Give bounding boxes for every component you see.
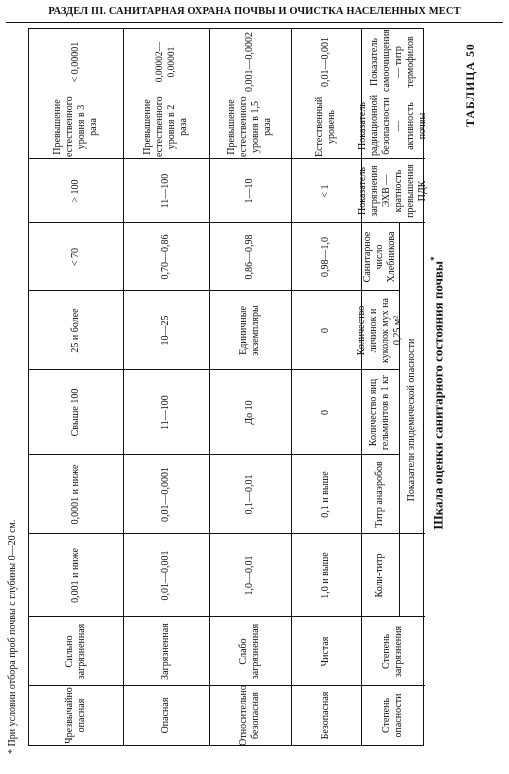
row3-radiation-and-self-cleaning xyxy=(123,29,209,159)
table-title-text: Шкала оценки санитарного состояния почвы xyxy=(430,260,446,530)
table-title-footnote-mark: * xyxy=(429,256,439,261)
header-coli-titer: Коли-титр xyxy=(374,553,385,598)
row4-anaerobe-titer: 0,0001 и ниже xyxy=(70,464,81,525)
row4-coli-titer: 0,001 и ниже xyxy=(70,548,81,603)
row1-radiation: Естественный уровень xyxy=(314,96,337,157)
header-radiation-and-self-cleaning xyxy=(356,29,428,159)
row4-radiation: Превышение естественного уровня в 3 раза xyxy=(52,96,99,157)
row2-danger: Относительно безопасная xyxy=(238,685,261,746)
row2-coli-titer: 1,0—0,01 xyxy=(244,555,255,596)
row1-pollution: Чистая xyxy=(320,636,331,667)
row4-self-cleaning: < 0,00001 xyxy=(70,41,81,83)
row1-ekhv-pdk: < 1 xyxy=(320,184,331,198)
row2-radiation-and-self-cleaning xyxy=(209,29,291,159)
row1-danger: Безопасная xyxy=(320,691,331,740)
row3-coli-titer: 0,01—0,001 xyxy=(160,550,171,601)
row3-radiation: Превышение естественного уровня в 2 раза xyxy=(142,96,189,157)
table-number-label: ТАБЛИЦА 50 xyxy=(465,43,477,127)
row1-coli-titer: 1,0 и выше xyxy=(320,552,331,599)
header-anaerobe-titer: Титр анаэробов xyxy=(374,461,385,528)
row4-fly-larvae: 25 и более xyxy=(70,308,81,353)
table-title xyxy=(429,28,446,758)
row3-danger: Опасная xyxy=(160,697,171,734)
row4-danger: Чрезвычайно опасная xyxy=(64,687,87,744)
row2-pollution: Слабо загрязненная xyxy=(238,623,261,680)
row1-anaerobe-titer: 0,1 и выше xyxy=(320,471,331,518)
running-head: РАЗДЕЛ III. САНИТАРНАЯ ОХРАНА ПОЧВЫ И ОЧИСТКА НАСЕЛЕННЫХ МЕСТ xyxy=(48,6,461,17)
header-fly-larvae: Количество личинок и куколок мух на 0,25 м² xyxy=(356,298,403,363)
row4-radiation-and-self-cleaning xyxy=(29,29,123,159)
row1-self-cleaning: 0,01—0,001 xyxy=(320,37,331,87)
row2-fly-larvae: Единичные экземпляры xyxy=(238,305,261,356)
header-self-cleaning: Показатель самоочищения — титр термофилов xyxy=(368,29,416,92)
header-radiation: Показатель радиационной безопасности — активность почвы xyxy=(356,94,428,156)
row4-ekhv-pdk: > 100 xyxy=(70,179,81,203)
row2-anaerobe-titer: 0,1—0,01 xyxy=(244,474,255,515)
row1-khlebnikov: 0,98—1,0 xyxy=(320,237,331,277)
row2-ekhv-pdk: 1—10 xyxy=(244,178,255,204)
row1-radiation-and-self-cleaning xyxy=(291,29,361,159)
header-epidemic-group: Показатели эпидемической опасности xyxy=(405,338,417,502)
table-footnote: * При условии отбора проб почвы с глубины 0—20 см. xyxy=(7,519,18,754)
row2-self-cleaning: 0,001—0,0002 xyxy=(244,32,255,92)
row3-pollution: Загрязненная xyxy=(160,623,171,680)
row1-fly-larvae: 0 xyxy=(320,328,331,333)
row2-radiation: Превышение естественного уровня в 1,5 раза xyxy=(226,96,273,157)
row3-anaerobe-titer: 0,01—0,0001 xyxy=(160,467,171,522)
row2-helminth-eggs: До 10 xyxy=(244,400,255,425)
header-khlebnikov-number: Санитарное число Хлебникова xyxy=(362,231,397,283)
row3-ekhv-pdk: 11—100 xyxy=(160,173,171,209)
data-table xyxy=(28,28,428,746)
row4-helminth-eggs: Свыше 100 xyxy=(70,388,81,437)
row3-self-cleaning: 0,00002—0,00001 xyxy=(155,41,177,83)
rotated-page-content xyxy=(3,28,498,758)
header-ekhv-pdk: Показатель загрязнения ЭХВ — кратность превышения ПДК xyxy=(356,164,428,218)
header-pollution-degree: Степень загрязнения xyxy=(380,625,404,678)
row3-khlebnikov: 0,70—0,86 xyxy=(160,234,171,280)
header-helminth-eggs: Количество яиц гельминтов в 1 кг xyxy=(368,374,391,451)
row1-helminth-eggs: 0 xyxy=(320,410,331,415)
header-rule xyxy=(6,22,503,23)
row3-fly-larvae: 10—25 xyxy=(160,315,171,346)
row4-khlebnikov: < 70 xyxy=(70,247,81,267)
header-danger-degree: Степень опасности xyxy=(380,693,404,738)
row4-pollution: Сильно загрязненная xyxy=(64,623,87,680)
row2-khlebnikov: 0,86—0,98 xyxy=(244,234,255,280)
row3-helminth-eggs: 11—100 xyxy=(160,395,171,430)
